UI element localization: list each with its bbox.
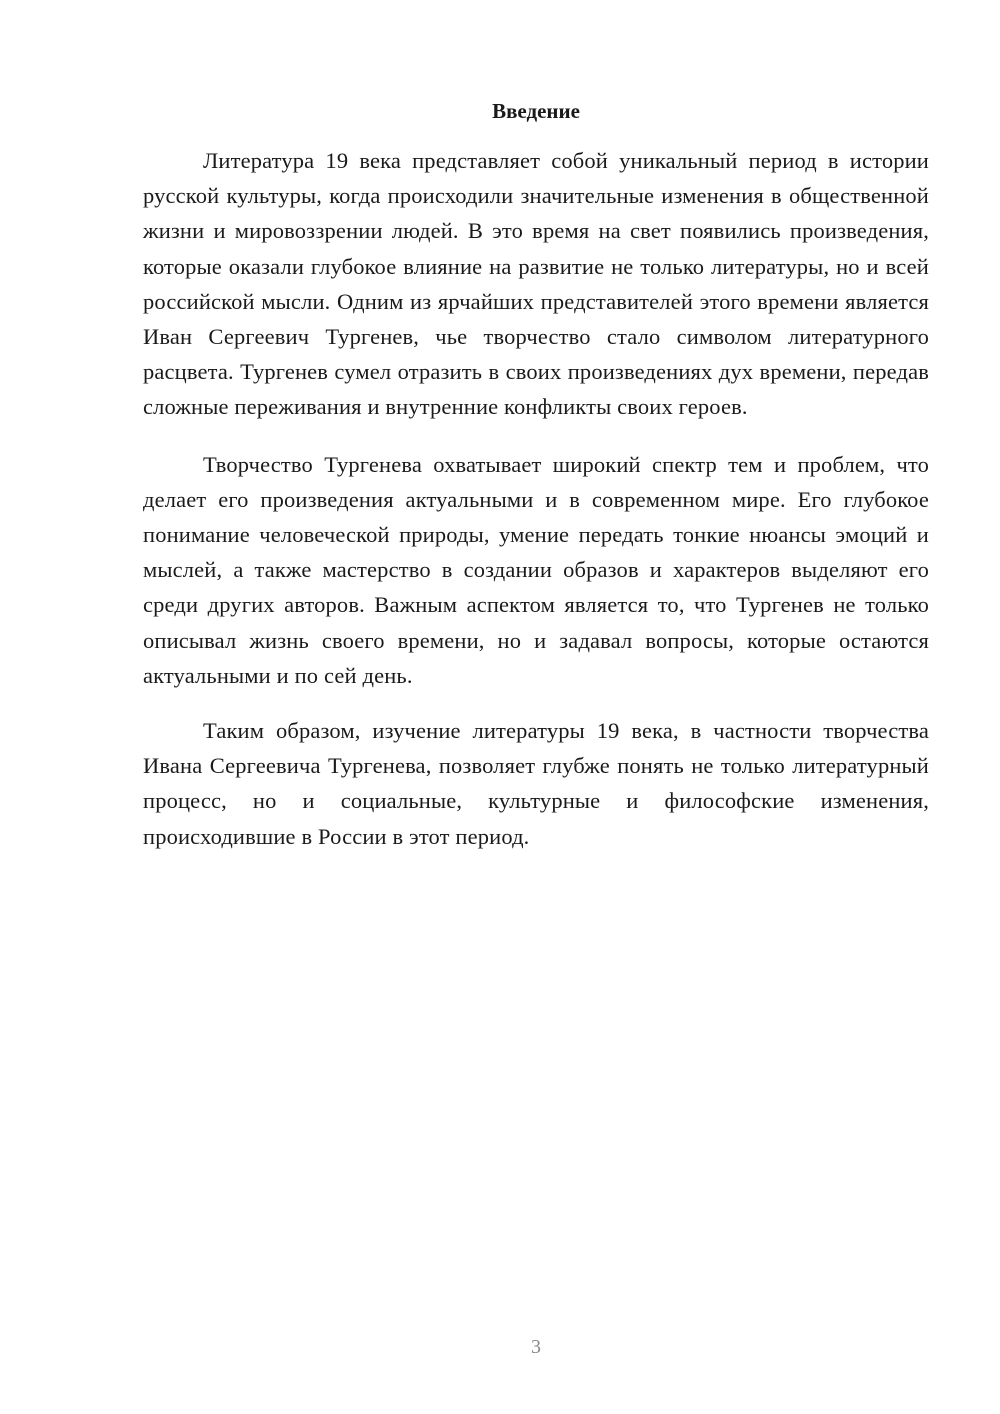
paragraph-turgenev-work: Творчество Тургенева охватывает широкий спектр тем и проблем, что делает его произведения актуальными и в современном мире. Его глубокое понимание человеческой природы, умение передать тонкие нюансы эмоций и мыслей, а также мастерство в создании образов и характеров выделяют его среди других авторов. Важным аспектом является то, что Тургенев не только описывал жизнь своего времени, но и задавал вопросы, которые остаются актуальными и по сей день. [143,451,929,688]
page-number: 3 [531,1336,541,1358]
paragraph-intro: Литература 19 века представляет собой уникальный период в истории русской культуры, когда происходили значительные изменения в общественной жизни и мировоззрении людей. В это время на свет появились произведения, которые оказали глубокое влияние на развитие не только литературы, но и всей российской мысли. Одним из ярчайших представителей этого времени является Иван Сергеевич Тургенев, чье творчество стало символом литературного расцвета. Тургенев сумел отразить в своих произведениях дух времени, передав сложные переживания и внутренние конфликты своих героев. [143,148,929,420]
body-text [143,143,929,876]
paragraph-conclusion: Таким образом, изучение литературы 19 века, в частности творчества Ивана Сергеевича Тургенева, позволяет глубже понять не только литературный процесс, но и социальные, культурные и философские изменения, происходившие в России в этот период. [143,718,929,849]
section-heading: Введение [492,99,580,123]
